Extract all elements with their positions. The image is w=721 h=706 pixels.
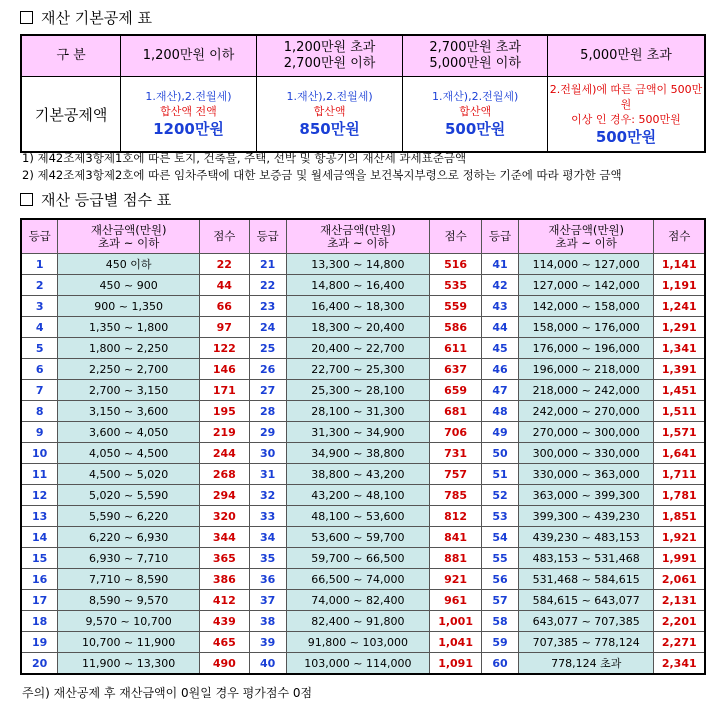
deduction-cell-amount: 1200만원 [153, 120, 224, 138]
grade-cell: 9 [21, 422, 58, 443]
score-cell: 659 [430, 380, 482, 401]
grade-cell: 19 [21, 632, 58, 653]
amount-cell: 2,700 ~ 3,150 [58, 380, 199, 401]
grade-cell: 20 [21, 653, 58, 675]
grade-cell: 5 [21, 338, 58, 359]
score-cell: 22 [199, 254, 249, 275]
score-cell: 412 [199, 590, 249, 611]
amount-cell: 5,020 ~ 5,590 [58, 485, 199, 506]
score-cell: 1,571 [654, 422, 705, 443]
amount-cell: 16,400 ~ 18,300 [286, 296, 430, 317]
grade-cell: 55 [482, 548, 519, 569]
deduction-table [20, 34, 706, 153]
grade-cell: 40 [249, 653, 286, 675]
grade-cell: 6 [21, 359, 58, 380]
grade-cell: 34 [249, 527, 286, 548]
grade-cell: 37 [249, 590, 286, 611]
score-header-amount: 재산금액(만원) 초과 ~ 이하 [58, 219, 199, 254]
grade-cell: 21 [249, 254, 286, 275]
score-cell: 1,451 [654, 380, 705, 401]
grade-cell: 17 [21, 590, 58, 611]
amount-cell: 25,300 ~ 28,100 [286, 380, 430, 401]
amount-cell: 5,590 ~ 6,220 [58, 506, 199, 527]
amount-cell: 158,000 ~ 176,000 [518, 317, 654, 338]
table-row [21, 254, 705, 275]
score-header-score: 점수 [654, 219, 705, 254]
score-cell: 757 [430, 464, 482, 485]
grade-cell: 30 [249, 443, 286, 464]
score-cell: 1,711 [654, 464, 705, 485]
score-cell: 439 [199, 611, 249, 632]
amount-cell: 53,600 ~ 59,700 [286, 527, 430, 548]
amount-cell: 300,000 ~ 330,000 [518, 443, 654, 464]
grade-cell: 18 [21, 611, 58, 632]
grade-cell: 22 [249, 275, 286, 296]
score-cell: 1,341 [654, 338, 705, 359]
score-header-grade: 등급 [249, 219, 286, 254]
score-cell: 681 [430, 401, 482, 422]
score-cell: 294 [199, 485, 249, 506]
amount-cell: 10,700 ~ 11,900 [58, 632, 199, 653]
score-cell: 365 [199, 548, 249, 569]
section-title-deduction [20, 6, 152, 28]
amount-cell: 114,000 ~ 127,000 [518, 254, 654, 275]
score-cell: 1,991 [654, 548, 705, 569]
amount-cell: 450 이하 [58, 254, 199, 275]
grade-cell: 14 [21, 527, 58, 548]
score-cell: 706 [430, 422, 482, 443]
score-header-row [21, 219, 705, 254]
deduction-row-label: 기본공제액 [21, 77, 121, 153]
score-header-amount: 재산금액(만원) 초과 ~ 이하 [518, 219, 654, 254]
score-cell: 2,131 [654, 590, 705, 611]
score-header-score: 점수 [430, 219, 482, 254]
grade-cell: 8 [21, 401, 58, 422]
checkbox-icon [20, 193, 33, 206]
amount-cell: 330,000 ~ 363,000 [518, 464, 654, 485]
grade-cell: 49 [482, 422, 519, 443]
table-row [21, 464, 705, 485]
amount-cell: 483,153 ~ 531,468 [518, 548, 654, 569]
score-cell: 268 [199, 464, 249, 485]
deduction-data-row [21, 77, 705, 153]
score-cell: 812 [430, 506, 482, 527]
table-row [21, 653, 705, 675]
grade-cell: 53 [482, 506, 519, 527]
grade-cell: 59 [482, 632, 519, 653]
grade-cell: 44 [482, 317, 519, 338]
grade-cell: 26 [249, 359, 286, 380]
score-cell: 1,241 [654, 296, 705, 317]
score-cell: 1,921 [654, 527, 705, 548]
grade-cell: 48 [482, 401, 519, 422]
score-cell: 2,061 [654, 569, 705, 590]
score-cell: 146 [199, 359, 249, 380]
deduction-cell-line2: 합산액 [313, 105, 346, 118]
grade-cell: 31 [249, 464, 286, 485]
amount-cell: 531,468 ~ 584,615 [518, 569, 654, 590]
table-row [21, 422, 705, 443]
score-cell: 1,001 [430, 611, 482, 632]
amount-cell: 707,385 ~ 778,124 [518, 632, 654, 653]
amount-cell: 242,000 ~ 270,000 [518, 401, 654, 422]
deduction-cell-line2: 이상 인 경우: 500만원 [571, 112, 681, 126]
score-cell: 1,391 [654, 359, 705, 380]
amount-cell: 176,000 ~ 196,000 [518, 338, 654, 359]
score-cell: 344 [199, 527, 249, 548]
amount-cell: 14,800 ~ 16,400 [286, 275, 430, 296]
score-cell: 465 [199, 632, 249, 653]
table-row [21, 401, 705, 422]
deduction-cell-amount: 500만원 [595, 127, 657, 146]
amount-cell: 28,100 ~ 31,300 [286, 401, 430, 422]
table-row [21, 548, 705, 569]
deduction-header-cell: 구 분 [21, 35, 121, 77]
amount-cell: 18,300 ~ 20,400 [286, 317, 430, 338]
score-cell: 386 [199, 569, 249, 590]
amount-cell: 4,050 ~ 4,500 [58, 443, 199, 464]
score-cell: 559 [430, 296, 482, 317]
amount-cell: 48,100 ~ 53,600 [286, 506, 430, 527]
footer-note: 주의) 재산공제 후 재산금액이 0원일 경우 평가점수 0점 [22, 686, 313, 700]
deduction-cell [547, 77, 705, 153]
score-cell: 921 [430, 569, 482, 590]
checkbox-icon [20, 11, 33, 24]
deduction-cell-line1: 2.전월세)에 따른 금액이 500만원 [549, 82, 703, 111]
deduction-cell-line1: 1.재산),2.전월세) [286, 90, 373, 103]
grade-cell: 24 [249, 317, 286, 338]
score-cell: 516 [430, 254, 482, 275]
table-row [21, 380, 705, 401]
grade-cell: 41 [482, 254, 519, 275]
deduction-cell-line1: 1.재산),2.전월세) [145, 90, 232, 103]
score-cell: 1,191 [654, 275, 705, 296]
score-cell: 1,291 [654, 317, 705, 338]
amount-cell: 4,500 ~ 5,020 [58, 464, 199, 485]
score-cell: 2,201 [654, 611, 705, 632]
amount-cell: 22,700 ~ 25,300 [286, 359, 430, 380]
score-cell: 637 [430, 359, 482, 380]
grade-cell: 45 [482, 338, 519, 359]
amount-cell: 38,800 ~ 43,200 [286, 464, 430, 485]
score-cell: 1,641 [654, 443, 705, 464]
grade-cell: 47 [482, 380, 519, 401]
deduction-cell-amount: 500만원 [445, 120, 506, 138]
score-cell: 1,851 [654, 506, 705, 527]
deduction-cell [256, 77, 403, 153]
score-cell: 122 [199, 338, 249, 359]
amount-cell: 8,590 ~ 9,570 [58, 590, 199, 611]
amount-cell: 6,220 ~ 6,930 [58, 527, 199, 548]
score-cell: 2,271 [654, 632, 705, 653]
amount-cell: 34,900 ~ 38,800 [286, 443, 430, 464]
grade-cell: 29 [249, 422, 286, 443]
score-cell: 195 [199, 401, 249, 422]
grade-cell: 23 [249, 296, 286, 317]
amount-cell: 59,700 ~ 66,500 [286, 548, 430, 569]
grade-cell: 2 [21, 275, 58, 296]
table-row [21, 632, 705, 653]
amount-cell: 6,930 ~ 7,710 [58, 548, 199, 569]
amount-cell: 3,150 ~ 3,600 [58, 401, 199, 422]
score-cell: 171 [199, 380, 249, 401]
section-title-text: 재산 등급별 점수 표 [41, 190, 172, 209]
amount-cell: 7,710 ~ 8,590 [58, 569, 199, 590]
table-row [21, 275, 705, 296]
amount-cell: 13,300 ~ 14,800 [286, 254, 430, 275]
table-row [21, 338, 705, 359]
grade-cell: 50 [482, 443, 519, 464]
grade-cell: 25 [249, 338, 286, 359]
amount-cell: 450 ~ 900 [58, 275, 199, 296]
table-row [21, 296, 705, 317]
grade-cell: 15 [21, 548, 58, 569]
score-cell: 535 [430, 275, 482, 296]
deduction-header-cell: 1,200만원 이하 [121, 35, 257, 77]
grade-cell: 12 [21, 485, 58, 506]
score-cell: 2,341 [654, 653, 705, 675]
grade-cell: 57 [482, 590, 519, 611]
table-row [21, 611, 705, 632]
amount-cell: 3,600 ~ 4,050 [58, 422, 199, 443]
amount-cell: 82,400 ~ 91,800 [286, 611, 430, 632]
score-cell: 611 [430, 338, 482, 359]
amount-cell: 218,000 ~ 242,000 [518, 380, 654, 401]
table-row [21, 527, 705, 548]
amount-cell: 778,124 초과 [518, 653, 654, 675]
score-cell: 490 [199, 653, 249, 675]
grade-cell: 56 [482, 569, 519, 590]
grade-cell: 46 [482, 359, 519, 380]
amount-cell: 900 ~ 1,350 [58, 296, 199, 317]
score-cell: 1,141 [654, 254, 705, 275]
score-cell: 961 [430, 590, 482, 611]
grade-cell: 13 [21, 506, 58, 527]
score-cell: 841 [430, 527, 482, 548]
amount-cell: 643,077 ~ 707,385 [518, 611, 654, 632]
deduction-cell-line2: 합산액 [459, 105, 492, 118]
amount-cell: 363,000 ~ 399,300 [518, 485, 654, 506]
amount-cell: 439,230 ~ 483,153 [518, 527, 654, 548]
deduction-cell-line2: 합산액 전액 [160, 105, 217, 118]
grade-cell: 51 [482, 464, 519, 485]
table-row [21, 359, 705, 380]
deduction-cell-amount: 850만원 [299, 120, 360, 138]
score-cell: 219 [199, 422, 249, 443]
section-title-score [20, 188, 171, 210]
deduction-cell-line1: 1.재산),2.전월세) [432, 90, 519, 103]
grade-cell: 58 [482, 611, 519, 632]
grade-cell: 36 [249, 569, 286, 590]
deduction-cell [121, 77, 257, 153]
amount-cell: 2,250 ~ 2,700 [58, 359, 199, 380]
amount-cell: 142,000 ~ 158,000 [518, 296, 654, 317]
deduction-header-cell: 5,000만원 초과 [547, 35, 705, 77]
deduction-header-cell: 2,700만원 초과 5,000만원 이하 [403, 35, 548, 77]
score-cell: 785 [430, 485, 482, 506]
deduction-cell [403, 77, 548, 153]
grade-cell: 1 [21, 254, 58, 275]
score-cell: 881 [430, 548, 482, 569]
score-cell: 320 [199, 506, 249, 527]
deduction-header-row [21, 35, 705, 77]
score-header-score: 점수 [199, 219, 249, 254]
score-cell: 44 [199, 275, 249, 296]
deduction-header-cell: 1,200만원 초과 2,700만원 이하 [256, 35, 403, 77]
table-row [21, 485, 705, 506]
amount-cell: 1,350 ~ 1,800 [58, 317, 199, 338]
score-header-grade: 등급 [482, 219, 519, 254]
section-title-text: 재산 기본공제 표 [41, 8, 152, 27]
amount-cell: 127,000 ~ 142,000 [518, 275, 654, 296]
score-header-grade: 등급 [21, 219, 58, 254]
score-header-amount: 재산금액(만원) 초과 ~ 이하 [286, 219, 430, 254]
amount-cell: 74,000 ~ 82,400 [286, 590, 430, 611]
note-2: 2) 제42조제3항제2호에 따른 임차주택에 대한 보증금 및 월세금액을 보건복지부령으로 정하는 기준에 따라 평가한 금액 [22, 168, 622, 182]
score-cell: 1,091 [430, 653, 482, 675]
score-cell: 586 [430, 317, 482, 338]
grade-cell: 3 [21, 296, 58, 317]
amount-cell: 270,000 ~ 300,000 [518, 422, 654, 443]
score-cell: 731 [430, 443, 482, 464]
amount-cell: 43,200 ~ 48,100 [286, 485, 430, 506]
grade-cell: 39 [249, 632, 286, 653]
amount-cell: 584,615 ~ 643,077 [518, 590, 654, 611]
grade-cell: 42 [482, 275, 519, 296]
amount-cell: 31,300 ~ 34,900 [286, 422, 430, 443]
amount-cell: 11,900 ~ 13,300 [58, 653, 199, 675]
amount-cell: 91,800 ~ 103,000 [286, 632, 430, 653]
score-cell: 244 [199, 443, 249, 464]
grade-cell: 43 [482, 296, 519, 317]
grade-cell: 54 [482, 527, 519, 548]
grade-cell: 4 [21, 317, 58, 338]
score-cell: 1,041 [430, 632, 482, 653]
grade-cell: 52 [482, 485, 519, 506]
grade-cell: 32 [249, 485, 286, 506]
grade-cell: 10 [21, 443, 58, 464]
amount-cell: 399,300 ~ 439,230 [518, 506, 654, 527]
note-1: 1) 제42조제3항제1호에 따른 토지, 건축물, 주택, 선박 및 항공기의 재산세 과세표준금액 [22, 151, 467, 165]
grade-cell: 60 [482, 653, 519, 675]
table-row [21, 317, 705, 338]
score-table [20, 218, 706, 675]
amount-cell: 9,570 ~ 10,700 [58, 611, 199, 632]
amount-cell: 103,000 ~ 114,000 [286, 653, 430, 675]
table-row [21, 506, 705, 527]
table-row [21, 443, 705, 464]
grade-cell: 16 [21, 569, 58, 590]
grade-cell: 38 [249, 611, 286, 632]
grade-cell: 27 [249, 380, 286, 401]
grade-cell: 28 [249, 401, 286, 422]
grade-cell: 33 [249, 506, 286, 527]
grade-cell: 7 [21, 380, 58, 401]
amount-cell: 66,500 ~ 74,000 [286, 569, 430, 590]
score-cell: 1,781 [654, 485, 705, 506]
table-row [21, 569, 705, 590]
grade-cell: 35 [249, 548, 286, 569]
amount-cell: 196,000 ~ 218,000 [518, 359, 654, 380]
table-row [21, 590, 705, 611]
grade-cell: 11 [21, 464, 58, 485]
amount-cell: 1,800 ~ 2,250 [58, 338, 199, 359]
score-cell: 66 [199, 296, 249, 317]
score-cell: 1,511 [654, 401, 705, 422]
amount-cell: 20,400 ~ 22,700 [286, 338, 430, 359]
score-cell: 97 [199, 317, 249, 338]
